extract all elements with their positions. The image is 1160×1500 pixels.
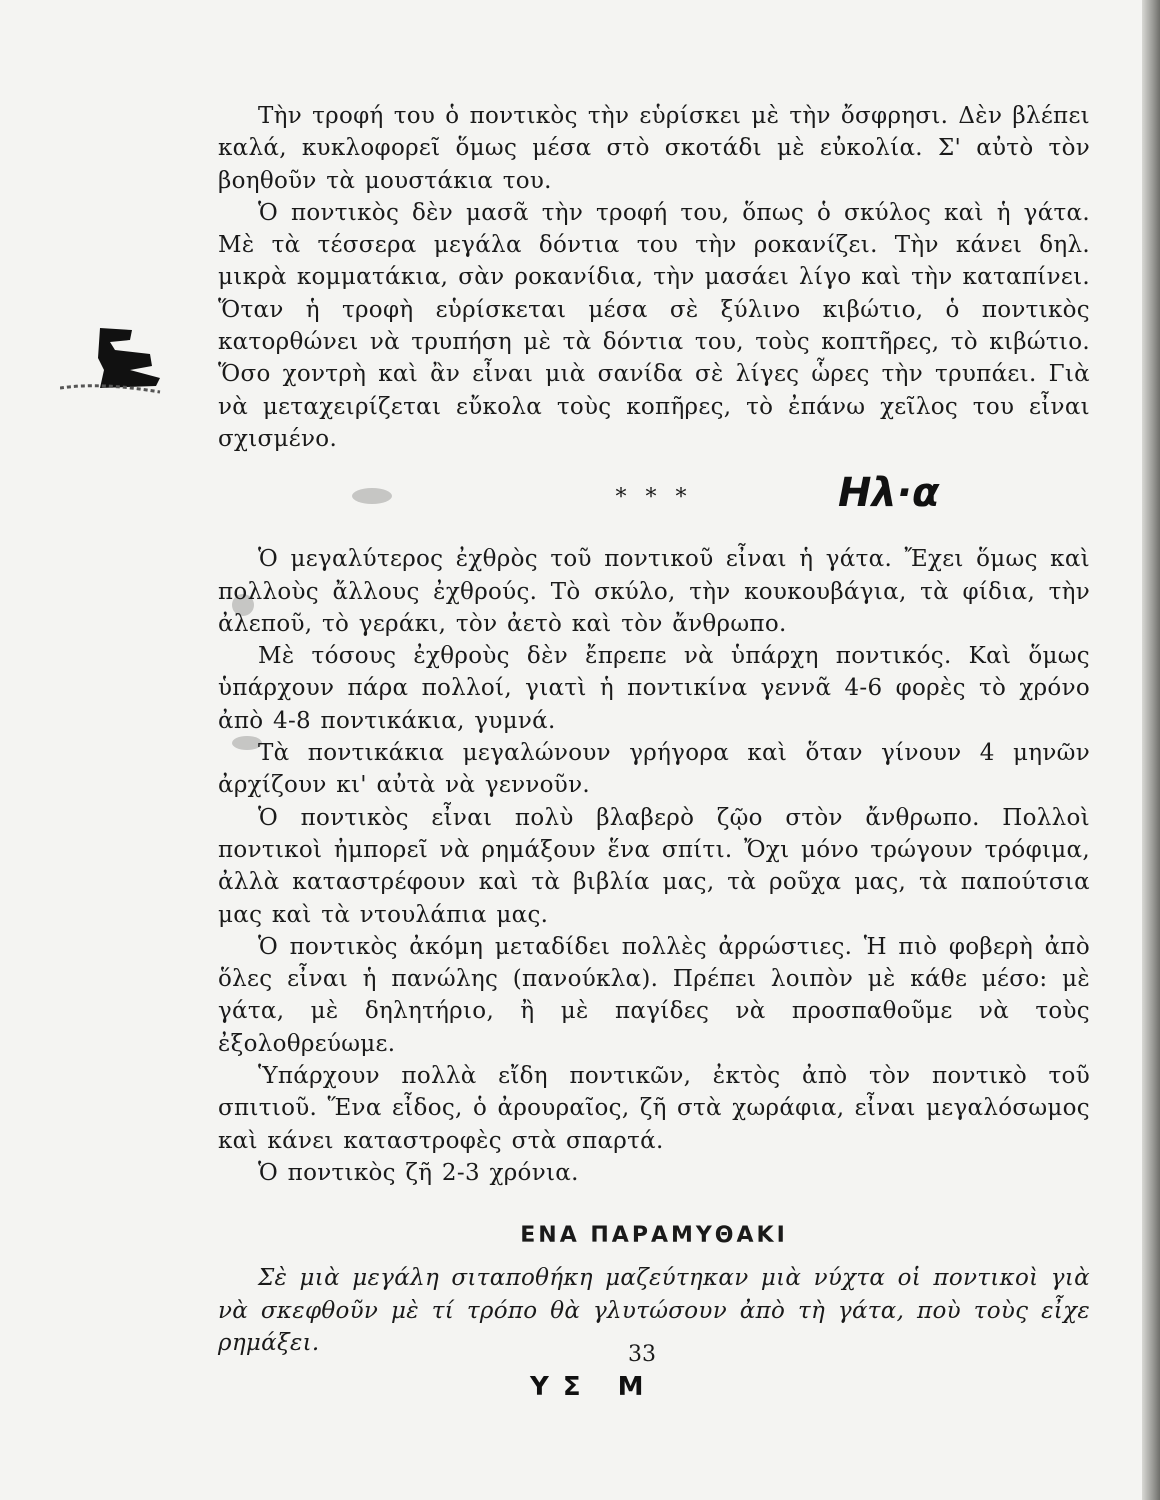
- handwritten-note-top: Ηλ·α: [838, 470, 940, 516]
- section-separator: * * *: [615, 485, 693, 511]
- paragraph: Μὲ τόσους ἐχθροὺς δὲν ἔπρεπε νὰ ὑπάρχη ποντικός. Καὶ ὅμως ὑπάρχουν πάρα πολλοί, γιατὶ ἡ ποντικίνα γεννᾶ 4-6 φορὲς τὸ χρόνο ἀπὸ 4-8 ποντικάκια, γυμνά.: [218, 643, 1090, 734]
- handwritten-note-bottom: ΥΣ Μ: [530, 1372, 658, 1402]
- paragraph: Ὁ ποντικὸς ἀκόμη μεταδίδει πολλὲς ἀρρώστιες. Ἡ πιὸ φοβερὴ ἀπὸ ὅλες εἶναι ἡ πανώλης (πανούκλα). Πρέπει λοιπὸν μὲ κάθε μέσο: μὲ γάτα, μὲ δηλητήριο, ἢ μὲ παγίδες νὰ προσπαθοῦμε νὰ τοὺς ἐξολοθρεύωμε.: [218, 933, 1090, 1057]
- page-edge: [1142, 0, 1160, 1500]
- paragraph: Ὁ ποντικὸς εἶναι πολὺ βλαβερὸ ζῷο στὸν ἄνθρωπο. Πολλοὶ ποντικοὶ ἠμπορεῖ νὰ ρημάξουν ἕνα σπίτι. Ὄχι μόνο τρώγουν τρόφιμα, ἀλλὰ καταστρέφουν καὶ τὰ βιβλία μας, τὰ ροῦχα μας, τὰ παπούτσια μας καὶ τὰ ντουλάπια μας.: [218, 804, 1090, 928]
- paragraph: Ὁ ποντικὸς δὲν μασᾶ τὴν τροφή του, ὅπως ὁ σκύλος καὶ ἡ γάτα. Μὲ τὰ τέσσερα μεγάλα δόντια του τὴν ροκανίζει. Τὴν κάνει δηλ. μικρὰ κομματάκια, σὰν ροκανίδια, τὴν μασάει λίγο καὶ τὴν καταπίνει. Ὅταν ἡ τροφὴ εὑρίσκεται μέσα σὲ ξύλινο κιβώτιο, ὁ ποντικὸς κατορθώνει νὰ τρυπήση μὲ τὰ δόντια του, τοὺς κοπτῆρες, τὸ κιβώτιο. Ὅσο χοντρὴ καὶ ἂν εἶναι μιὰ σανίδα σὲ λίγες ὧρες τὴν τρυπάει. Γιὰ νὰ μεταχειρίζεται εὔκολα τοὺς κοπῆρες, τὸ ἐπάνω χεῖλος του εἶναι σχισμένο.: [218, 199, 1090, 452]
- paragraph: Τὰ ποντικάκια μεγαλώνουν γρήγορα καὶ ὅταν γίνουν 4 μηνῶν ἀρχίζουν κι' αὐτὰ νὰ γεννοῦν.: [218, 740, 1090, 799]
- paragraph: Ὑπάρχουν πολλὰ εἴδη ποντικῶν, ἐκτὸς ἀπὸ τὸν ποντικὸ τοῦ σπιτιοῦ. Ἕνα εἶδος, ὁ ἀρουραῖος, ζῆ στὰ χωράφια, εἶναι μεγαλόσωμος καὶ κάνει καταστροφὲς στὰ σπαρτά.: [218, 1063, 1090, 1154]
- ink-stamp-mark: [60, 310, 180, 410]
- paragraph: Ὁ μεγαλύτερος ἐχθρὸς τοῦ ποντικοῦ εἶναι ἡ γάτα. Ἔχει ὅμως καὶ πολλοὺς ἄλλους ἐχθρούς. Τὸ σκύλο, τὴν κουκουβάγια, τὰ φίδια, τὴν ἀλεποῦ, τὸ γεράκι, τὸν ἀετὸ καὶ τὸν ἄνθρωπο.: [218, 546, 1090, 637]
- page-number: 33: [628, 1342, 656, 1367]
- paragraph: Ὁ ποντικὸς ζῆ 2-3 χρόνια.: [258, 1159, 579, 1186]
- paragraph: Τὴν τροφή του ὁ ποντικὸς τὴν εὑρίσκει μὲ τὴν ὄσφρησι. Δὲν βλέπει καλά, κυκλοφορεῖ ὅμως μέσα στὸ σκοτάδι μὲ εὐκολία. Σ' αὐτὸ τὸν βοηθοῦν τὰ μουστάκια του.: [218, 103, 1090, 194]
- section-heading: ΕΝΑ ΠΑΡΑΜΥΘΑΚΙ: [520, 1223, 788, 1249]
- text-block: [218, 100, 1090, 1359]
- tale-intro-paragraph: Σὲ μιὰ μεγάλη σιταποθήκη μαζεύτηκαν μιὰ νύχτα οἱ ποντικοὶ γιὰ νὰ σκεφθοῦν μὲ τί τρόπο θὰ γλυτώσουν ἀπὸ τὴ γάτα, ποὺ τοὺς εἶχε ρημάξει.: [218, 1265, 1090, 1356]
